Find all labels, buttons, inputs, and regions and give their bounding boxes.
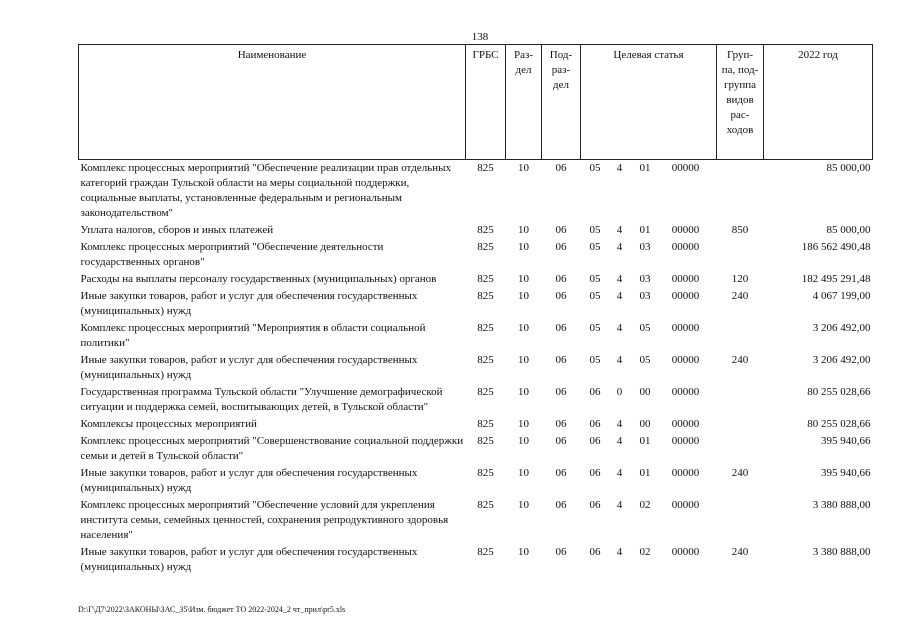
row-amount: 80 255 028,66 <box>807 386 871 398</box>
row-name: Комплекс процессных мероприятий "Обеспечение условий для укрепления института семьи, семейных ценностей, сохранения репродуктивного здоровья населения" <box>80 499 449 541</box>
target-type: 4 <box>616 546 623 558</box>
row-grbs: 825 <box>477 467 494 479</box>
row-grbs: 825 <box>477 224 494 236</box>
target-element: 05 <box>639 322 651 334</box>
row-amount: 4 067 199,00 <box>812 290 871 302</box>
target-type: 4 <box>616 241 623 253</box>
row-grbs: 825 <box>477 546 494 558</box>
target-type: 4 <box>616 418 623 430</box>
row-expense-group <box>717 433 764 465</box>
target-element: 03 <box>639 273 651 285</box>
target-type: 4 <box>616 467 623 479</box>
target-direction: 00000 <box>671 241 700 253</box>
row-amount: 80 255 028,66 <box>807 418 871 430</box>
target-program: 05 <box>589 273 601 285</box>
row-podrazdel: 06 <box>555 418 567 430</box>
target-element: 05 <box>639 354 651 366</box>
row-name: Комплекс процессных мероприятий "Совершенствование социальной поддержки семьи и детей в Тульской области" <box>80 435 464 462</box>
target-type: 4 <box>616 499 623 511</box>
row-podrazdel: 06 <box>555 322 567 334</box>
row-podrazdel: 06 <box>555 546 567 558</box>
row-amount: 3 206 492,00 <box>812 322 871 334</box>
target-direction: 00000 <box>671 224 700 236</box>
target-direction: 00000 <box>671 162 700 174</box>
target-program: 06 <box>589 546 601 558</box>
row-name: Уплата налогов, сборов и иных платежей <box>80 224 274 236</box>
row-amount: 395 940,66 <box>821 435 871 447</box>
target-program: 06 <box>589 499 601 511</box>
row-expense-group: 240 <box>731 290 749 302</box>
row-expense-group: 120 <box>731 273 749 285</box>
row-expense-group: 240 <box>731 546 749 558</box>
row-expense-group: 240 <box>731 354 749 366</box>
row-amount: 182 495 291,48 <box>801 273 871 285</box>
row-name: Иные закупки товаров, работ и услуг для обеспечения государственных (муниципальных) нужд <box>80 467 418 494</box>
target-element: 01 <box>639 224 651 236</box>
row-podrazdel: 06 <box>555 224 567 236</box>
row-grbs: 825 <box>477 354 494 366</box>
row-expense-group <box>717 416 764 433</box>
target-type: 4 <box>616 354 623 366</box>
row-target-code <box>581 433 717 465</box>
row-razdel: 10 <box>518 290 529 302</box>
target-direction: 00000 <box>671 499 700 511</box>
row-amount: 3 380 888,00 <box>812 546 871 558</box>
target-direction: 00000 <box>671 546 700 558</box>
header-podrazdel: Под- раз- дел <box>542 45 581 160</box>
target-program: 05 <box>589 241 601 253</box>
row-target-code <box>581 497 717 544</box>
row-name: Комплекс процессных мероприятий "Мероприятия в области социальной политики" <box>80 322 426 349</box>
target-type: 4 <box>616 322 623 334</box>
table-body <box>79 160 873 577</box>
row-expense-group <box>717 320 764 352</box>
target-type: 4 <box>616 290 623 302</box>
row-grbs: 825 <box>477 386 494 398</box>
row-grbs: 825 <box>477 499 494 511</box>
row-podrazdel: 06 <box>555 435 567 447</box>
target-direction: 00000 <box>671 435 700 447</box>
row-grbs: 825 <box>477 273 494 285</box>
row-expense-group <box>717 384 764 416</box>
row-razdel: 10 <box>518 546 529 558</box>
table-row <box>79 288 873 320</box>
target-element: 03 <box>639 290 651 302</box>
row-amount: 85 000,00 <box>826 224 871 236</box>
target-element: 00 <box>639 418 651 430</box>
table-row <box>79 433 873 465</box>
target-type: 4 <box>616 273 623 285</box>
target-type: 4 <box>616 162 623 174</box>
row-name: Расходы на выплаты персоналу государственных (муниципальных) органов <box>80 273 437 285</box>
row-razdel: 10 <box>518 418 529 430</box>
row-podrazdel: 06 <box>555 290 567 302</box>
target-direction: 00000 <box>671 386 700 398</box>
target-direction: 00000 <box>671 418 700 430</box>
target-type: 4 <box>616 435 623 447</box>
table-row <box>79 160 873 223</box>
target-direction: 00000 <box>671 322 700 334</box>
table-row <box>79 352 873 384</box>
row-target-code <box>581 239 717 271</box>
row-expense-group <box>717 497 764 544</box>
target-direction: 00000 <box>671 290 700 302</box>
table-row <box>79 465 873 497</box>
row-razdel: 10 <box>518 467 529 479</box>
target-program: 05 <box>589 290 601 302</box>
row-razdel: 10 <box>518 499 529 511</box>
target-element: 01 <box>639 435 651 447</box>
row-target-code <box>581 384 717 416</box>
target-element: 02 <box>639 546 651 558</box>
row-razdel: 10 <box>518 435 529 447</box>
row-target-code <box>581 160 717 223</box>
target-element: 01 <box>639 467 651 479</box>
header-target: Целевая статья <box>581 45 717 160</box>
target-direction: 00000 <box>671 354 700 366</box>
row-expense-group <box>717 160 764 223</box>
row-target-code <box>581 288 717 320</box>
row-target-code <box>581 416 717 433</box>
target-element: 03 <box>639 241 651 253</box>
target-program: 05 <box>589 162 601 174</box>
row-podrazdel: 06 <box>555 354 567 366</box>
row-razdel: 10 <box>518 241 529 253</box>
table-row <box>79 239 873 271</box>
header-name: Наименование <box>79 45 466 160</box>
row-name: Иные закупки товаров, работ и услуг для обеспечения государственных (муниципальных) нужд <box>80 354 418 381</box>
target-program: 05 <box>589 354 601 366</box>
row-name: Комплекс процессных мероприятий "Обеспечение реализации прав отдельных категорий граждан Тульской области на меры социальной поддержки, социальные выплаты, установленные федеральным и региональным законодательством" <box>80 162 451 219</box>
row-grbs: 825 <box>477 290 494 302</box>
target-type: 4 <box>616 224 623 236</box>
table-row <box>79 222 873 239</box>
table-header-row <box>79 45 873 160</box>
header-razdel: Раз- дел <box>506 45 542 160</box>
row-name: Комплексы процессных мероприятий <box>80 418 257 430</box>
table-row <box>79 271 873 288</box>
table-row <box>79 544 873 576</box>
row-target-code <box>581 320 717 352</box>
target-program: 06 <box>589 467 601 479</box>
row-razdel: 10 <box>518 322 529 334</box>
table-row <box>79 416 873 433</box>
row-razdel: 10 <box>518 354 529 366</box>
target-program: 06 <box>589 418 601 430</box>
row-podrazdel: 06 <box>555 162 567 174</box>
target-direction: 00000 <box>671 273 700 285</box>
row-amount: 3 206 492,00 <box>812 354 871 366</box>
row-amount: 395 940,66 <box>821 467 871 479</box>
target-element: 00 <box>639 386 651 398</box>
row-podrazdel: 06 <box>555 499 567 511</box>
target-program: 06 <box>589 386 601 398</box>
target-direction: 00000 <box>671 467 700 479</box>
row-target-code <box>581 222 717 239</box>
row-razdel: 10 <box>518 162 529 174</box>
row-expense-group: 240 <box>731 467 749 479</box>
row-amount: 3 380 888,00 <box>812 499 871 511</box>
row-target-code <box>581 544 717 576</box>
row-podrazdel: 06 <box>555 467 567 479</box>
row-grbs: 825 <box>477 322 494 334</box>
table-row <box>79 320 873 352</box>
table-row <box>79 384 873 416</box>
row-target-code <box>581 271 717 288</box>
header-group: Груп- па, под- группа видов рас- ходов <box>717 45 764 160</box>
row-name: Иные закупки товаров, работ и услуг для обеспечения государственных (муниципальных) нужд <box>80 546 418 573</box>
row-podrazdel: 06 <box>555 241 567 253</box>
footer-file-path: D:\Г\Д7\2022\ЗАКОНЫ\ЗАС_35\Изм. бюджет ТО 2022-2024_2 чт_прил\pr5.xls <box>78 605 346 614</box>
row-name: Комплекс процессных мероприятий "Обеспечение деятельности государственных органов" <box>80 241 384 268</box>
target-program: 05 <box>589 322 601 334</box>
row-podrazdel: 06 <box>555 273 567 285</box>
row-razdel: 10 <box>518 386 529 398</box>
row-grbs: 825 <box>477 435 494 447</box>
row-razdel: 10 <box>518 273 529 285</box>
budget-table <box>78 44 873 576</box>
row-grbs: 825 <box>477 241 494 253</box>
row-target-code <box>581 465 717 497</box>
table-row <box>79 497 873 544</box>
row-expense-group: 850 <box>731 224 749 236</box>
row-amount: 85 000,00 <box>826 162 871 174</box>
target-program: 05 <box>589 224 601 236</box>
target-program: 06 <box>589 435 601 447</box>
target-type: 0 <box>616 386 623 398</box>
row-name: Иные закупки товаров, работ и услуг для обеспечения государственных (муниципальных) нужд <box>80 290 418 317</box>
row-razdel: 10 <box>518 224 529 236</box>
target-element: 01 <box>639 162 651 174</box>
row-podrazdel: 06 <box>555 386 567 398</box>
row-amount: 186 562 490,48 <box>801 241 871 253</box>
target-element: 02 <box>639 499 651 511</box>
page-number: 138 <box>471 31 489 43</box>
row-target-code <box>581 352 717 384</box>
row-name: Государственная программа Тульской области "Улучшение демографической ситуации и поддержка семей, воспитывающих детей, в Тульской области" <box>80 386 443 413</box>
row-expense-group <box>717 239 764 271</box>
header-year: 2022 год <box>764 45 873 160</box>
row-grbs: 825 <box>477 418 494 430</box>
row-grbs: 825 <box>477 162 494 174</box>
header-grbs: ГРБС <box>466 45 506 160</box>
